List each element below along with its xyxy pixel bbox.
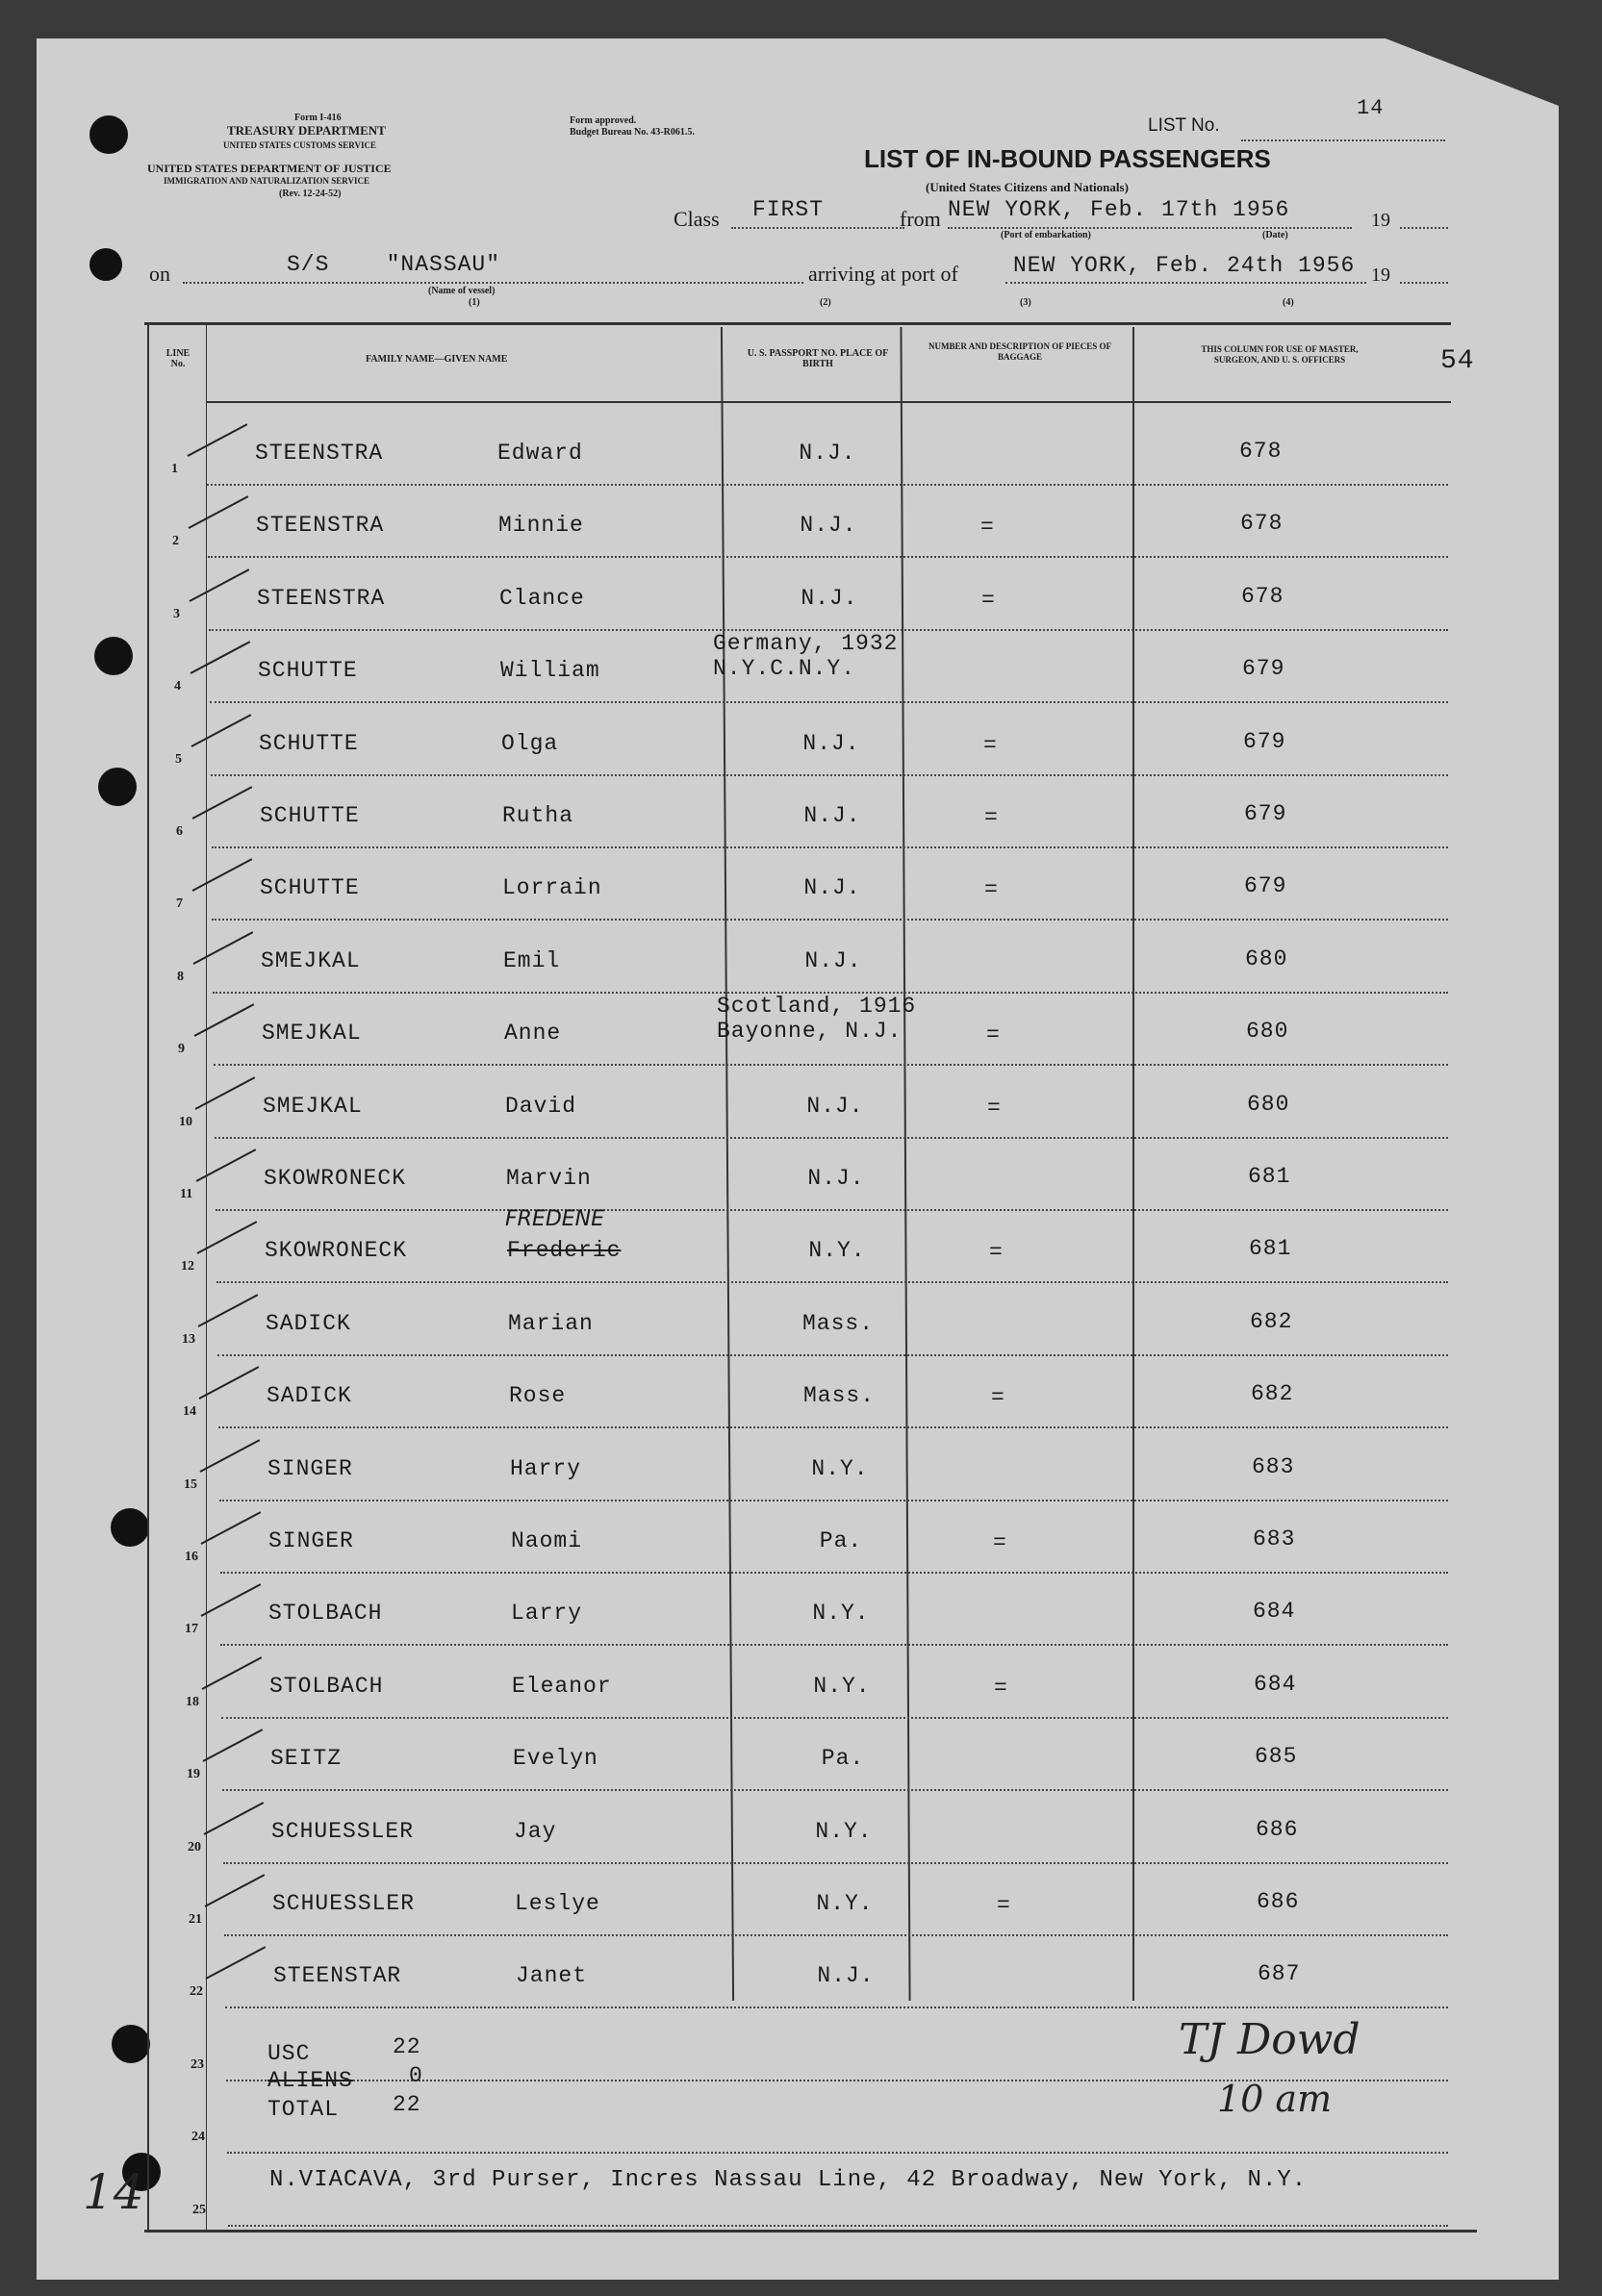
family-name: SCHUTTE (259, 731, 359, 756)
family-name: SADICK (266, 1311, 351, 1336)
line-number: 9 (178, 1042, 185, 1056)
line-number: 8 (177, 970, 184, 984)
family-name: STOLBACH (269, 1674, 384, 1699)
class-label: Class (674, 207, 720, 231)
ditto-mark: = (983, 733, 998, 758)
given-name: Anne (504, 1021, 562, 1046)
birth-place: N.Y. (815, 1819, 873, 1844)
birth-place: N.Y. (812, 1601, 870, 1626)
family-name: STEENSTAR (273, 1963, 402, 1988)
birth-place: Pa. (819, 1528, 863, 1553)
given-name: David (505, 1094, 577, 1119)
row-rule (217, 1354, 1448, 1356)
birth-place: N.J. (806, 1094, 864, 1119)
year-suffix-2: 19 (1371, 265, 1390, 286)
given-name: Larry (511, 1601, 583, 1626)
line-number: 7 (176, 896, 183, 911)
ditto-mark: = (986, 1022, 1001, 1047)
officer-number: 682 (1251, 1381, 1294, 1406)
birth-place: N.J. (807, 1166, 865, 1191)
treasury-label: TREASURY DEPARTMENT (227, 123, 386, 138)
line-number: 23 (191, 2057, 204, 2072)
given-name: Harry (510, 1456, 582, 1481)
aliens-label: ALIENS (267, 2068, 353, 2093)
birth-place: N.J. (817, 1963, 875, 1988)
usc-label: USC (267, 2041, 311, 2066)
family-name: STEENSTRA (257, 586, 386, 611)
officer-number: 686 (1257, 1889, 1300, 1914)
date-caption: (Date) (1262, 230, 1288, 240)
line-number: 4 (174, 679, 181, 694)
arriving-label: arriving at port of (808, 262, 958, 286)
given-name: Clance (499, 586, 585, 611)
birth-place: N.J. (802, 731, 860, 756)
family-name: SCHUTTE (258, 658, 358, 683)
form-id: Form I-416 (294, 113, 342, 123)
line-number: 13 (182, 1332, 195, 1347)
family-name: SINGER (268, 1528, 354, 1553)
officer-number: 679 (1243, 729, 1286, 754)
family-name: SINGER (267, 1456, 353, 1481)
family-name: STOLBACH (268, 1601, 383, 1626)
line-number: 20 (188, 1840, 201, 1854)
family-name: SEITZ (270, 1746, 343, 1771)
total-count: 22 (393, 2092, 421, 2117)
birth-place: Mass. (801, 1311, 874, 1336)
given-name: Marvin (506, 1166, 592, 1191)
row-rule (218, 1426, 1448, 1428)
line-number: 6 (176, 824, 183, 839)
officer-number: 680 (1246, 1019, 1289, 1044)
birth-place: Mass. (802, 1383, 875, 1408)
birth-place: Germany, 1932 (713, 631, 899, 656)
ditto-mark: = (993, 1530, 1007, 1555)
given-name: Marian (508, 1311, 594, 1336)
line-number: 14 (183, 1404, 196, 1419)
row-rule (216, 1281, 1448, 1283)
birth-place-detail: N.Y.C.N.Y. (713, 656, 856, 681)
customs-label: UNITED STATES CUSTOMS SERVICE (223, 140, 376, 150)
officer-number: 683 (1253, 1526, 1296, 1552)
total-label: TOTAL (267, 2097, 340, 2122)
officer-number: 683 (1252, 1454, 1295, 1479)
given-name: Evelyn (513, 1746, 598, 1771)
officer-number: 685 (1255, 1744, 1298, 1769)
punch-hole (89, 248, 122, 281)
birth-place: N.Y. (816, 1891, 874, 1916)
ditto-mark: = (981, 588, 996, 613)
col-4-caption: (4) (1283, 297, 1294, 308)
row-rule (214, 1064, 1448, 1066)
officer-number: 680 (1247, 1092, 1290, 1117)
row-rule (228, 2225, 1448, 2227)
row-rule (220, 1644, 1448, 1646)
birth-place-detail: Bayonne, N.J. (717, 1019, 903, 1044)
arriving-value: NEW YORK, Feb. 24th 1956 (1013, 253, 1356, 278)
punch-hole (111, 1508, 149, 1547)
line-number: 10 (179, 1115, 192, 1129)
family-name: SMEJKAL (263, 1094, 363, 1119)
ditto-mark: = (994, 1676, 1008, 1701)
list-no-label: LIST No. (1148, 115, 1220, 136)
punch-hole (89, 115, 128, 154)
ditto-mark: = (980, 515, 995, 540)
line-number: 21 (189, 1912, 202, 1927)
row-rule (225, 2006, 1448, 2008)
vessel-caption: (Name of vessel) (428, 286, 496, 296)
row-rule (227, 2152, 1448, 2154)
row-rule (207, 484, 1448, 486)
document-page (37, 38, 1559, 2280)
on-label: on (149, 262, 170, 286)
line-number: 3 (173, 607, 180, 621)
budget-number: Budget Bureau No. 43-R061.5. (570, 127, 695, 138)
page-subtitle: (United States Citizens and Nationals) (926, 180, 1129, 194)
col-header-officers: THIS COLUMN FOR USE OF MASTER, SURGEON, AND U. S. OFFICERS (1201, 344, 1359, 365)
row-rule (224, 1934, 1448, 1936)
row-rule (221, 1717, 1448, 1719)
family-name: SCHUESSLER (272, 1891, 416, 1916)
officer-number: 681 (1248, 1164, 1291, 1189)
given-name: Naomi (511, 1528, 583, 1553)
ditto-mark: = (997, 1893, 1011, 1918)
col-header-line-no: LINE No. (165, 348, 191, 369)
line-number: 2 (172, 534, 179, 548)
birth-place: N.Y. (813, 1674, 871, 1699)
line-number: 17 (185, 1622, 198, 1636)
line-number: 12 (181, 1259, 194, 1274)
page-mark: 54 (1440, 346, 1475, 376)
birth-place: Pa. (821, 1746, 865, 1771)
list-number: 14 (1357, 96, 1385, 120)
port-embark-caption: (Port of embarkation) (1001, 230, 1091, 240)
justice-label: UNITED STATES DEPARTMENT OF JUSTICE (147, 162, 392, 175)
row-rule (212, 919, 1448, 921)
vessel-name: S/S "NASSAU" (287, 252, 501, 277)
row-rule (210, 701, 1448, 703)
ditto-mark: = (984, 805, 999, 830)
ins-label: IMMIGRATION AND NATURALIZATION SERVICE (164, 176, 369, 186)
family-name: SMEJKAL (262, 1021, 362, 1046)
officer-number: 684 (1254, 1672, 1297, 1697)
given-name: Rose (509, 1383, 567, 1408)
margin-note: 14 (83, 2164, 144, 2220)
class-value: FIRST (752, 197, 825, 222)
form-approved: Form approved. (570, 115, 637, 126)
row-rule (215, 1137, 1448, 1139)
family-name: SCHUTTE (260, 875, 360, 900)
ditto-mark: = (984, 877, 999, 902)
family-name: STEENSTRA (255, 441, 384, 466)
birth-place: N.J. (803, 803, 861, 828)
given-name: Rutha (502, 803, 574, 828)
row-rule (212, 846, 1448, 848)
birth-place: N.J. (803, 875, 861, 900)
birth-place: N.J. (804, 948, 862, 973)
line-number: 5 (175, 752, 182, 767)
officer-number: 678 (1239, 439, 1283, 464)
birth-place: N.J. (799, 441, 856, 466)
given-name: Edward (497, 441, 583, 466)
row-rule (208, 556, 1448, 558)
col-1-caption: (1) (469, 297, 480, 308)
punch-hole (112, 2025, 150, 2063)
officer-number: 679 (1244, 873, 1287, 898)
family-name: SCHUTTE (260, 803, 360, 828)
line-number: 16 (185, 1550, 198, 1564)
given-name: Jay (514, 1819, 557, 1844)
punch-hole (94, 637, 133, 675)
family-name: SCHUESSLER (271, 1819, 415, 1844)
ditto-mark: = (989, 1240, 1004, 1265)
folded-corner (1386, 38, 1559, 106)
family-name: STEENSTRA (256, 513, 385, 538)
birth-place: N.Y. (808, 1238, 866, 1263)
officer-number: 681 (1249, 1236, 1292, 1261)
line-number: 25 (192, 2203, 206, 2217)
row-rule (216, 1209, 1448, 1211)
revision-label: (Rev. 12-24-52) (279, 189, 342, 199)
col-3-caption: (3) (1020, 297, 1031, 308)
col-2-caption: (2) (820, 297, 831, 308)
row-rule (211, 774, 1448, 776)
line-number: 11 (180, 1187, 193, 1201)
col-header-passport: U. S. PASSPORT NO. PLACE OF BIRTH (747, 348, 889, 369)
year-suffix: 19 (1371, 210, 1390, 231)
row-rule (219, 1500, 1448, 1501)
ditto-mark: = (987, 1096, 1002, 1121)
usc-count: 22 (393, 2034, 421, 2059)
given-name: Olga (501, 731, 559, 756)
birth-place: N.J. (801, 586, 858, 611)
punch-hole (98, 768, 137, 806)
given-name: Frederic (507, 1238, 622, 1263)
row-rule (223, 1862, 1448, 1864)
col-header-baggage: NUMBER AND DESCRIPTION OF PIECES OF BAGGAGE (928, 341, 1111, 362)
officer-signature: TJ Dowd (1179, 2015, 1360, 2064)
page-title: LIST OF IN-BOUND PASSENGERS (864, 144, 1271, 173)
signature-time: 10 am (1217, 2078, 1333, 2120)
officer-number: 687 (1258, 1961, 1301, 1986)
birth-place: N.Y. (811, 1456, 869, 1481)
family-name: SMEJKAL (261, 948, 361, 973)
officer-number: 684 (1253, 1599, 1296, 1624)
row-rule (222, 1789, 1448, 1791)
given-name: Janet (516, 1963, 588, 1988)
from-label: from (900, 207, 941, 231)
officer-number: 686 (1256, 1817, 1299, 1842)
given-name: Minnie (498, 513, 584, 538)
given-name: William (500, 658, 600, 683)
col-header-name: FAMILY NAME—GIVEN NAME (366, 354, 508, 365)
birth-place: N.J. (800, 513, 857, 538)
row-rule (220, 1572, 1448, 1574)
officer-number: 678 (1240, 511, 1284, 536)
line-number: 22 (190, 1984, 203, 1999)
officer-number: 680 (1245, 946, 1288, 971)
given-name: Emil (503, 948, 561, 973)
line-number: 1 (171, 462, 178, 476)
aliens-count: 0 (409, 2063, 423, 2088)
officer-number: 679 (1244, 801, 1287, 826)
family-name: SADICK (267, 1383, 352, 1408)
line-number: 15 (184, 1477, 197, 1492)
line-number: 19 (187, 1767, 200, 1781)
line-number: 24 (191, 2130, 205, 2144)
officer-number: 682 (1250, 1309, 1293, 1334)
from-value: NEW YORK, Feb. 17th 1956 (948, 197, 1290, 222)
family-name: SKOWRONECK (265, 1238, 408, 1263)
family-name: SKOWRONECK (264, 1166, 407, 1191)
ditto-mark: = (991, 1385, 1005, 1410)
line-number: 18 (186, 1695, 199, 1709)
officer-number: 678 (1241, 584, 1284, 609)
given-name: Lorrain (502, 875, 602, 900)
purser-line: N.VIACAVA, 3rd Purser, Incres Nassau Line, 42 Broadway, New York, N.Y. (269, 2167, 1308, 2193)
given-name: Leslye (515, 1891, 600, 1916)
officer-number: 679 (1242, 656, 1285, 681)
handwritten-correction: FREDENE (505, 1207, 605, 1231)
given-name: Eleanor (512, 1674, 612, 1699)
birth-place: Scotland, 1916 (717, 994, 917, 1019)
